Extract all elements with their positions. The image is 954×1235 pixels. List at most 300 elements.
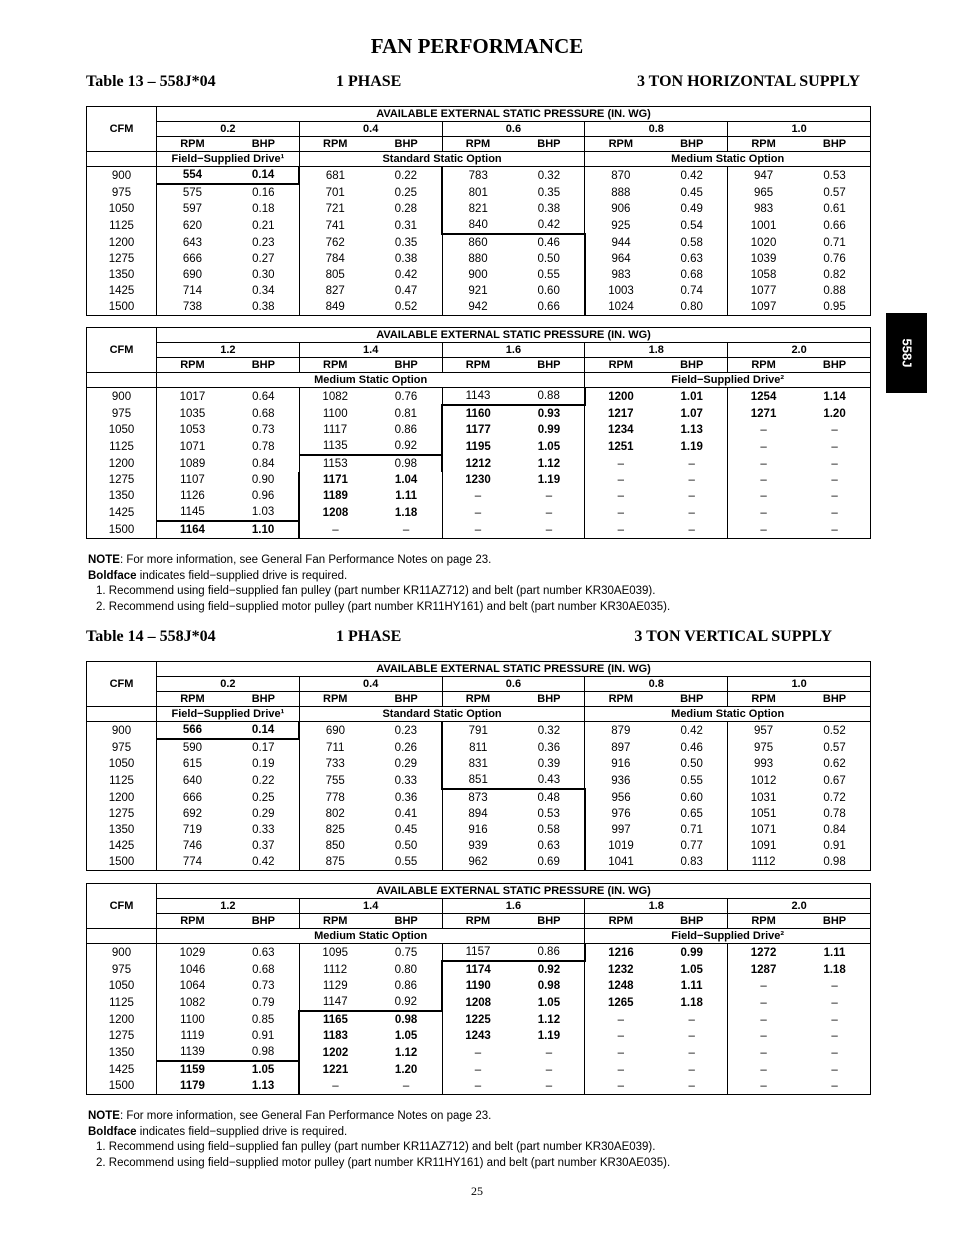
page-title: FAN PERFORMANCE bbox=[370, 34, 584, 58]
option-label: Medium Static Option bbox=[157, 373, 585, 388]
rpm-value: 1171 bbox=[299, 472, 370, 488]
bhp-header: BHP bbox=[513, 914, 584, 929]
bhp-value: 0.41 bbox=[394, 808, 418, 820]
bhp-value: – bbox=[545, 490, 553, 502]
rpm-value: 849 bbox=[299, 299, 370, 316]
pressure-value: 0.4 bbox=[299, 122, 442, 137]
cfm-value: 1125 bbox=[87, 217, 157, 234]
rpm-value: 1287 bbox=[728, 961, 799, 978]
rpm-value: 741 bbox=[299, 217, 370, 234]
bhp-value: 0.58 bbox=[537, 824, 560, 836]
bhp-value: 0.61 bbox=[823, 203, 846, 215]
pressure-value: 1.0 bbox=[728, 677, 871, 692]
bhp-value: 0.58 bbox=[680, 236, 703, 249]
bhp-value: 0.67 bbox=[823, 774, 846, 787]
footnote-2: 2. Recommend using field−supplied motor pulley (part number KR11HY161) and belt (part number KR30AE035). bbox=[96, 1156, 671, 1169]
rpm-value: 1071 bbox=[728, 822, 799, 838]
table14-heading bbox=[86, 628, 870, 650]
bhp-value: 0.34 bbox=[252, 285, 275, 297]
bhp-value: 0.68 bbox=[252, 963, 275, 976]
rpm-value: 1097 bbox=[728, 299, 799, 316]
cfm-value: 1200 bbox=[87, 455, 157, 472]
note-line: NOTE: For more information, see General Fan Performance Notes on page 23. bbox=[88, 554, 492, 566]
rpm-header: RPM bbox=[157, 692, 228, 707]
bhp-value: 0.43 bbox=[513, 772, 584, 789]
bhp-value: 0.60 bbox=[680, 791, 703, 804]
rpm-value: 850 bbox=[299, 838, 370, 854]
bhp-value: 0.52 bbox=[823, 724, 846, 737]
pressure-value: 1.8 bbox=[585, 899, 728, 914]
bhp-value: 1.18 bbox=[823, 963, 846, 976]
cfm-value: 900 bbox=[87, 944, 157, 962]
bhp-header: BHP bbox=[371, 692, 442, 707]
pressure-value: 2.0 bbox=[728, 899, 871, 914]
pressure-value: 0.6 bbox=[442, 122, 585, 137]
rpm-value: 1232 bbox=[585, 961, 656, 978]
bhp-value: 0.93 bbox=[537, 408, 561, 420]
bhp-value: 0.36 bbox=[537, 741, 561, 754]
cfm-header: CFM bbox=[87, 107, 157, 152]
bhp-value: – bbox=[545, 523, 553, 536]
table-row bbox=[87, 772, 871, 789]
bhp-value: 0.50 bbox=[537, 253, 560, 265]
table-row bbox=[87, 521, 871, 539]
rpm-value: – bbox=[442, 521, 513, 539]
rpm-value: – bbox=[585, 1044, 656, 1061]
cfm-value: 975 bbox=[87, 739, 157, 756]
bhp-header: BHP bbox=[228, 914, 299, 929]
rpm-value: 1230 bbox=[442, 472, 513, 488]
pressure-header: AVAILABLE EXTERNAL STATIC PRESSURE (IN. WG) bbox=[157, 662, 871, 677]
rpm-value: – bbox=[585, 472, 656, 488]
bhp-value: 0.84 bbox=[252, 457, 275, 470]
bhp-value: 0.64 bbox=[252, 390, 275, 403]
rpm-value: – bbox=[442, 1044, 513, 1061]
rpm-value: – bbox=[728, 504, 799, 521]
rpm-value: 1183 bbox=[299, 1028, 370, 1044]
rpm-header: RPM bbox=[728, 358, 799, 373]
rpm-value: 746 bbox=[182, 840, 203, 852]
rpm-header: RPM bbox=[585, 914, 656, 929]
rpm-header: RPM bbox=[299, 358, 370, 373]
bhp-value: 0.69 bbox=[537, 856, 560, 868]
cfm-value: 1125 bbox=[87, 772, 157, 789]
table14-title: Table 14 – 558J*04 bbox=[86, 628, 216, 645]
rpm-value: 1031 bbox=[728, 789, 799, 806]
bhp-value: 0.38 bbox=[252, 301, 275, 313]
bhp-header: BHP bbox=[228, 137, 299, 152]
rpm-value: 1100 bbox=[180, 1013, 205, 1026]
rpm-value: – bbox=[728, 994, 799, 1011]
bhp-header: BHP bbox=[371, 914, 442, 929]
cfm-value: 1425 bbox=[87, 1061, 157, 1078]
bhp-value: 0.66 bbox=[823, 219, 846, 232]
table13-title: Table 13 – 558J*04 bbox=[86, 73, 216, 90]
bhp-value: – bbox=[831, 490, 838, 502]
table-row bbox=[87, 978, 871, 994]
rpm-header: RPM bbox=[442, 914, 513, 929]
table-row bbox=[87, 722, 871, 740]
bhp-value: 0.53 bbox=[537, 808, 560, 820]
rpm-value: 993 bbox=[728, 756, 799, 772]
cfm-value: 1200 bbox=[87, 1011, 157, 1028]
bhp-value: 0.23 bbox=[394, 724, 418, 737]
bhp-value: 0.36 bbox=[394, 791, 418, 804]
cfm-value: 1350 bbox=[87, 267, 157, 283]
bhp-value: 0.99 bbox=[680, 946, 703, 959]
bhp-header: BHP bbox=[228, 358, 299, 373]
cfm-value: 1500 bbox=[87, 1078, 157, 1095]
rpm-value: 1217 bbox=[585, 405, 656, 422]
bhp-value: – bbox=[402, 1080, 410, 1092]
bhp-value: – bbox=[831, 506, 838, 519]
rpm-value: 1225 bbox=[442, 1011, 513, 1028]
bhp-header: BHP bbox=[371, 358, 442, 373]
bhp-value: 0.42 bbox=[680, 724, 703, 737]
rpm-value: – bbox=[585, 1061, 656, 1078]
cfm-header: CFM bbox=[87, 328, 157, 373]
rpm-value: 1153 bbox=[299, 455, 370, 472]
bhp-value: 0.98 bbox=[394, 458, 418, 470]
table-row bbox=[87, 267, 871, 283]
bhp-header: BHP bbox=[656, 358, 727, 373]
rpm-value: – bbox=[585, 455, 656, 472]
bhp-value: 0.84 bbox=[823, 824, 846, 836]
bhp-value: 0.26 bbox=[394, 741, 418, 754]
rpm-value: – bbox=[442, 1061, 513, 1078]
bhp-value: – bbox=[688, 1080, 695, 1092]
table-row bbox=[87, 504, 871, 521]
bhp-value: 1.20 bbox=[394, 1063, 418, 1076]
bhp-value: – bbox=[688, 1046, 695, 1059]
bhp-value: 0.55 bbox=[680, 774, 703, 787]
rpm-header: RPM bbox=[442, 692, 513, 707]
rpm-value: 1265 bbox=[585, 994, 656, 1011]
bhp-value: 0.73 bbox=[252, 424, 275, 436]
bhp-value: 1.04 bbox=[394, 474, 418, 486]
bhp-value: – bbox=[831, 980, 838, 992]
bhp-value: 0.86 bbox=[513, 944, 584, 962]
rpm-header: RPM bbox=[728, 692, 799, 707]
bhp-value: – bbox=[831, 424, 838, 436]
rpm-value: 783 bbox=[442, 167, 513, 185]
bhp-value: – bbox=[545, 1080, 553, 1092]
cfm-value: 900 bbox=[87, 388, 157, 406]
bhp-value: 0.46 bbox=[537, 237, 560, 249]
table13-heading bbox=[86, 73, 870, 95]
rpm-value: 1035 bbox=[179, 407, 206, 420]
rpm-value: 643 bbox=[182, 236, 203, 249]
bhp-value: 1.05 bbox=[537, 440, 561, 453]
rpm-value: – bbox=[728, 438, 799, 455]
bhp-value: 0.14 bbox=[228, 722, 299, 740]
cfm-value: 900 bbox=[87, 722, 157, 740]
bhp-value: 1.12 bbox=[537, 1013, 561, 1026]
rpm-value: 1177 bbox=[442, 422, 513, 438]
table-row bbox=[87, 822, 871, 838]
pressure-value: 0.2 bbox=[157, 677, 300, 692]
bhp-value: 0.42 bbox=[394, 269, 418, 281]
table-row bbox=[87, 838, 871, 854]
bhp-value: 0.96 bbox=[251, 490, 275, 502]
bhp-value: 0.25 bbox=[252, 791, 275, 804]
rpm-value: 1165 bbox=[299, 1011, 370, 1028]
option-label: Field−Supplied Drive¹ bbox=[157, 152, 300, 167]
rpm-value: 1003 bbox=[585, 283, 656, 299]
rpm-value: 825 bbox=[299, 822, 370, 838]
bhp-value: 0.91 bbox=[251, 1030, 275, 1042]
bhp-value: 1.03 bbox=[228, 504, 299, 521]
cfm-value: 1050 bbox=[87, 422, 157, 438]
rpm-value: 690 bbox=[299, 722, 370, 740]
rpm-value: 566 bbox=[157, 722, 228, 740]
rpm-value: 690 bbox=[182, 269, 203, 281]
rpm-value: – bbox=[728, 488, 799, 504]
rpm-value: 762 bbox=[299, 234, 370, 251]
bhp-value: 0.72 bbox=[823, 791, 846, 804]
bhp-value: – bbox=[402, 523, 410, 536]
rpm-header: RPM bbox=[299, 914, 370, 929]
bhp-value: 0.22 bbox=[394, 169, 418, 182]
pressure-value: 1.2 bbox=[157, 899, 300, 914]
bhp-value: 0.66 bbox=[537, 301, 560, 313]
bhp-value: 0.33 bbox=[394, 774, 418, 787]
bhp-value: 1.10 bbox=[251, 524, 275, 536]
rpm-header: RPM bbox=[728, 137, 799, 152]
rpm-value: 897 bbox=[585, 739, 656, 756]
table14-phase: 1 PHASE bbox=[336, 628, 402, 645]
table-row bbox=[87, 944, 871, 962]
cfm-value: 900 bbox=[87, 167, 157, 185]
rpm-value: 1064 bbox=[179, 980, 206, 992]
cfm-value: 975 bbox=[87, 961, 157, 978]
bhp-value: 0.17 bbox=[252, 742, 275, 754]
rpm-header: RPM bbox=[157, 358, 228, 373]
bhp-value: 0.33 bbox=[252, 824, 275, 836]
bhp-value: 0.78 bbox=[252, 440, 275, 453]
bhp-value: 0.86 bbox=[394, 424, 418, 436]
bhp-value: – bbox=[545, 1046, 553, 1059]
bhp-value: 0.71 bbox=[680, 824, 703, 836]
table-row bbox=[87, 1011, 871, 1028]
table-row bbox=[87, 422, 871, 438]
pressure-header: AVAILABLE EXTERNAL STATIC PRESSURE (IN. WG) bbox=[157, 107, 871, 122]
bhp-value: 1.05 bbox=[394, 1030, 418, 1042]
bhp-value: 1.19 bbox=[537, 474, 561, 486]
bhp-value: – bbox=[831, 440, 838, 453]
table-row bbox=[87, 1044, 871, 1061]
bhp-value: 0.92 bbox=[537, 964, 561, 976]
bhp-value: 0.32 bbox=[537, 169, 561, 182]
rpm-value: 1117 bbox=[299, 422, 370, 438]
rpm-value: 1017 bbox=[179, 390, 206, 403]
bhp-value: 0.68 bbox=[252, 407, 275, 420]
rpm-header: RPM bbox=[442, 358, 513, 373]
cfm-value: 1500 bbox=[87, 854, 157, 871]
rpm-value: 870 bbox=[585, 167, 656, 185]
bhp-value: – bbox=[688, 474, 695, 486]
bhp-value: 0.98 bbox=[394, 1014, 418, 1026]
rpm-value: 575 bbox=[182, 187, 203, 199]
bhp-header: BHP bbox=[799, 914, 871, 929]
bhp-value: 0.90 bbox=[251, 474, 275, 486]
rpm-value: 714 bbox=[182, 285, 203, 297]
rpm-value: – bbox=[585, 1078, 656, 1095]
cfm-value: 1275 bbox=[87, 806, 157, 822]
option-label: Field−Supplied Drive² bbox=[585, 373, 871, 388]
rpm-value: – bbox=[728, 472, 799, 488]
bhp-value: 0.29 bbox=[394, 758, 418, 770]
rpm-value: 1243 bbox=[442, 1028, 513, 1044]
rpm-value: 1271 bbox=[728, 405, 799, 422]
rpm-value: – bbox=[299, 1078, 370, 1095]
rpm-value: 888 bbox=[585, 184, 656, 201]
bhp-value: 0.76 bbox=[823, 253, 846, 265]
rpm-value: 1091 bbox=[728, 838, 799, 854]
rpm-value: 1046 bbox=[179, 963, 206, 976]
bhp-value: 0.42 bbox=[513, 217, 584, 234]
table-row bbox=[87, 251, 871, 267]
bhp-value: – bbox=[688, 1063, 695, 1076]
bhp-value: 0.27 bbox=[252, 253, 275, 265]
bhp-value: 0.60 bbox=[537, 285, 560, 297]
table-row bbox=[87, 184, 871, 201]
rpm-value: 925 bbox=[585, 217, 656, 234]
rpm-value: 774 bbox=[182, 856, 203, 868]
table14-low-pressure bbox=[86, 661, 871, 871]
rpm-value: 1200 bbox=[585, 388, 656, 406]
rpm-value: 1053 bbox=[179, 424, 206, 436]
bhp-value: – bbox=[831, 1046, 838, 1059]
bhp-value: 0.57 bbox=[823, 741, 846, 754]
table-row bbox=[87, 1061, 871, 1078]
bhp-value: 0.46 bbox=[680, 741, 703, 754]
rpm-value: 975 bbox=[728, 739, 799, 756]
pressure-value: 1.0 bbox=[728, 122, 871, 137]
rpm-value: – bbox=[585, 1011, 656, 1028]
bhp-value: 0.38 bbox=[537, 203, 561, 215]
option-label: Medium Static Option bbox=[157, 929, 585, 944]
pressure-value: 1.4 bbox=[299, 343, 442, 358]
table13-low-pressure bbox=[86, 106, 871, 316]
bhp-value: 1.19 bbox=[680, 440, 703, 453]
rpm-value: 827 bbox=[299, 283, 370, 299]
bhp-value: 0.98 bbox=[537, 980, 561, 992]
table13-supply: 3 TON HORIZONTAL SUPPLY bbox=[636, 73, 860, 90]
bhp-value: 0.18 bbox=[252, 203, 275, 215]
pressure-value: 1.8 bbox=[585, 343, 728, 358]
cfm-header: CFM bbox=[87, 662, 157, 707]
rpm-value: – bbox=[299, 521, 370, 539]
cfm-value: 1275 bbox=[87, 251, 157, 267]
bhp-value: 0.16 bbox=[252, 187, 275, 199]
bhp-value: – bbox=[688, 1013, 695, 1026]
table-row bbox=[87, 961, 871, 978]
rpm-value: 860 bbox=[442, 234, 513, 251]
table13-notes bbox=[88, 553, 670, 615]
bhp-value: 0.29 bbox=[252, 808, 275, 820]
bhp-value: 0.50 bbox=[680, 758, 703, 770]
bhp-value: 1.07 bbox=[680, 407, 703, 420]
rpm-value: 1159 bbox=[179, 1064, 205, 1076]
bhp-value: 0.95 bbox=[823, 301, 846, 313]
bhp-value: 0.21 bbox=[252, 219, 275, 232]
rpm-value: 1234 bbox=[585, 422, 656, 438]
bhp-header: BHP bbox=[513, 358, 584, 373]
bhp-value: 0.74 bbox=[680, 285, 703, 297]
bhp-header: BHP bbox=[799, 358, 871, 373]
option-label: Field−Supplied Drive¹ bbox=[157, 707, 300, 722]
bhp-value: – bbox=[831, 1063, 838, 1076]
cfm-value: 1050 bbox=[87, 201, 157, 217]
rpm-value: 1082 bbox=[299, 388, 370, 406]
bhp-header: BHP bbox=[513, 692, 584, 707]
rpm-value: 944 bbox=[585, 234, 656, 251]
bhp-value: 0.98 bbox=[823, 856, 846, 868]
rpm-value: 590 bbox=[182, 742, 203, 754]
rpm-value: 916 bbox=[585, 756, 656, 772]
rpm-header: RPM bbox=[157, 914, 228, 929]
bhp-value: 0.48 bbox=[537, 792, 560, 804]
pressure-header: AVAILABLE EXTERNAL STATIC PRESSURE (IN. WG) bbox=[157, 328, 871, 343]
rpm-value: 964 bbox=[585, 251, 656, 267]
boldface-line: Boldface indicates field−supplied drive is required. bbox=[88, 569, 348, 582]
rpm-value: 831 bbox=[442, 756, 513, 772]
table-row bbox=[87, 388, 871, 406]
bhp-value: 1.05 bbox=[251, 1064, 275, 1076]
pressure-value: 0.4 bbox=[299, 677, 442, 692]
rpm-value: 875 bbox=[299, 854, 370, 871]
rpm-value: – bbox=[585, 488, 656, 504]
rpm-header: RPM bbox=[299, 692, 370, 707]
bhp-value: 0.75 bbox=[394, 946, 418, 959]
rpm-header: RPM bbox=[157, 137, 228, 152]
rpm-value: 1160 bbox=[442, 405, 513, 422]
table-row bbox=[87, 994, 871, 1011]
bhp-value: 0.80 bbox=[394, 963, 418, 976]
rpm-value: 939 bbox=[442, 838, 513, 854]
rpm-value: 1135 bbox=[299, 438, 370, 455]
boldface-line: Boldface indicates field−supplied drive is required. bbox=[88, 1125, 348, 1138]
bhp-value: 1.11 bbox=[680, 980, 703, 992]
bhp-value: 1.01 bbox=[680, 390, 703, 403]
rpm-header: RPM bbox=[585, 692, 656, 707]
cfm-value: 1350 bbox=[87, 822, 157, 838]
rpm-value: 1157 bbox=[442, 944, 513, 962]
rpm-value: 962 bbox=[442, 854, 513, 871]
option-label: Medium Static Option bbox=[585, 152, 871, 167]
rpm-value: 554 bbox=[157, 167, 228, 185]
rpm-value: 1179 bbox=[179, 1080, 205, 1092]
pressure-value: 0.6 bbox=[442, 677, 585, 692]
rpm-value: – bbox=[442, 1078, 513, 1095]
table-row bbox=[87, 789, 871, 806]
bhp-value: 0.78 bbox=[823, 808, 846, 820]
bhp-value: 1.11 bbox=[395, 490, 417, 502]
table-row bbox=[87, 234, 871, 251]
rpm-value: 692 bbox=[182, 808, 203, 820]
pressure-value: 1.2 bbox=[157, 343, 300, 358]
bhp-value: 0.31 bbox=[394, 219, 418, 232]
option-label: Medium Static Option bbox=[585, 707, 871, 722]
bhp-value: 0.35 bbox=[537, 186, 561, 199]
bhp-value: 0.63 bbox=[252, 946, 275, 959]
rpm-value: – bbox=[728, 1028, 799, 1044]
rpm-value: 597 bbox=[182, 203, 203, 215]
cfm-value: 1350 bbox=[87, 488, 157, 504]
option-label: Standard Static Option bbox=[299, 152, 585, 167]
bhp-value: 0.68 bbox=[680, 269, 703, 281]
